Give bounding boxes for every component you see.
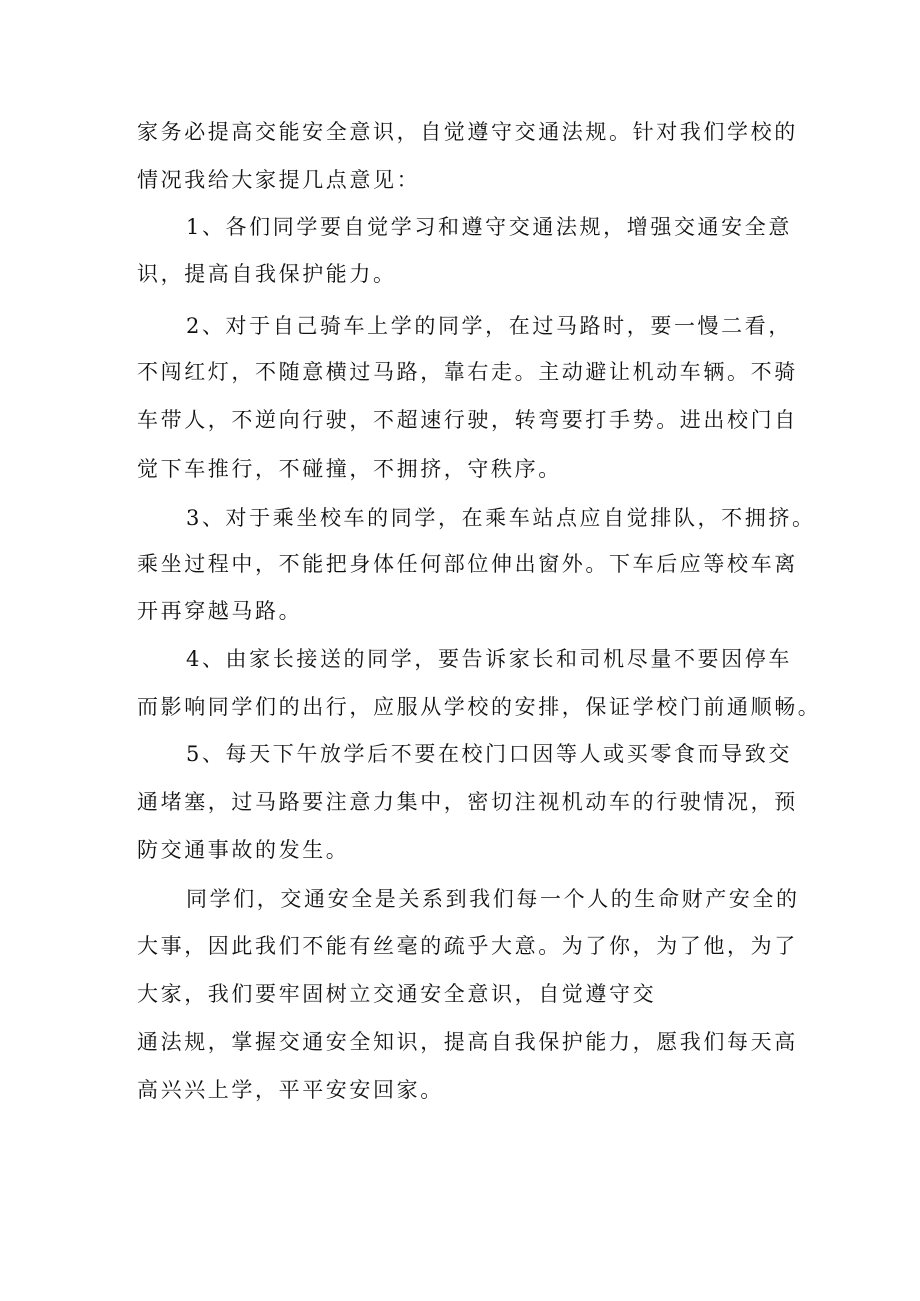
text-line: 通堵塞，过马路要注意力集中，密切注视机动车的行驶情况，预 xyxy=(137,790,798,814)
text-line: 车带人，不逆向行驶，不超速行驶，转弯要打手势。进出校门自 xyxy=(137,408,798,432)
text-line: 情况我给大家提几点意见： xyxy=(137,168,421,192)
paragraph-item-3: 3、对于乘坐校车的同学，在乘车站点应自觉排队，不拥挤。 xyxy=(186,506,816,530)
paragraph-item-5: 5、每天下午放学后不要在校门口因等人或买零食而导致交 xyxy=(186,742,792,766)
text-line: 大事，因此我们不能有丝毫的疏乎大意。为了你，为了他，为了 xyxy=(137,934,798,958)
text-line: 防交通事故的发生。 xyxy=(137,838,350,862)
paragraph-item-2: 2、对于自己骑车上学的同学，在过马路时，要一慢二看， xyxy=(186,314,792,338)
paragraph-item-4: 4、由家长接送的同学，要告诉家长和司机尽量不要因停车 xyxy=(186,647,792,671)
text-line: 识，提高自我保护能力。 xyxy=(137,262,397,286)
text-line: 觉下车推行，不碰撞，不拥挤，守秩序。 xyxy=(137,457,562,481)
text-line: 家务必提高交能安全意识，自觉遵守交通法规。针对我们学校的 xyxy=(137,120,798,144)
text-line: 而影响同学们的出行，应服从学校的安排，保证学校门前通顺畅。 xyxy=(137,695,822,719)
text-line: 大家，我们要牢固树立交通安全意识，自觉遵守交 xyxy=(137,982,657,1006)
text-line: 不闯红灯，不随意横过马路，靠右走。主动避让机动车辆。不骑 xyxy=(137,360,798,384)
closing-paragraph: 同学们，交通安全是关系到我们每一个人的生命财产安全的 xyxy=(186,887,800,911)
text-line: 乘坐过程中，不能把身体任何部位伸出窗外。下车后应等校车离 xyxy=(137,552,798,576)
text-line: 开再穿越马路。 xyxy=(137,599,303,623)
text-line: 高兴兴上学，平平安安回家。 xyxy=(137,1078,444,1102)
paragraph-item-1: 1、各们同学要自觉学习和遵守交通法规，增强交通安全意 xyxy=(186,215,792,239)
text-line: 通法规，掌握交通安全知识，提高自我保护能力，愿我们每天高 xyxy=(137,1030,798,1054)
